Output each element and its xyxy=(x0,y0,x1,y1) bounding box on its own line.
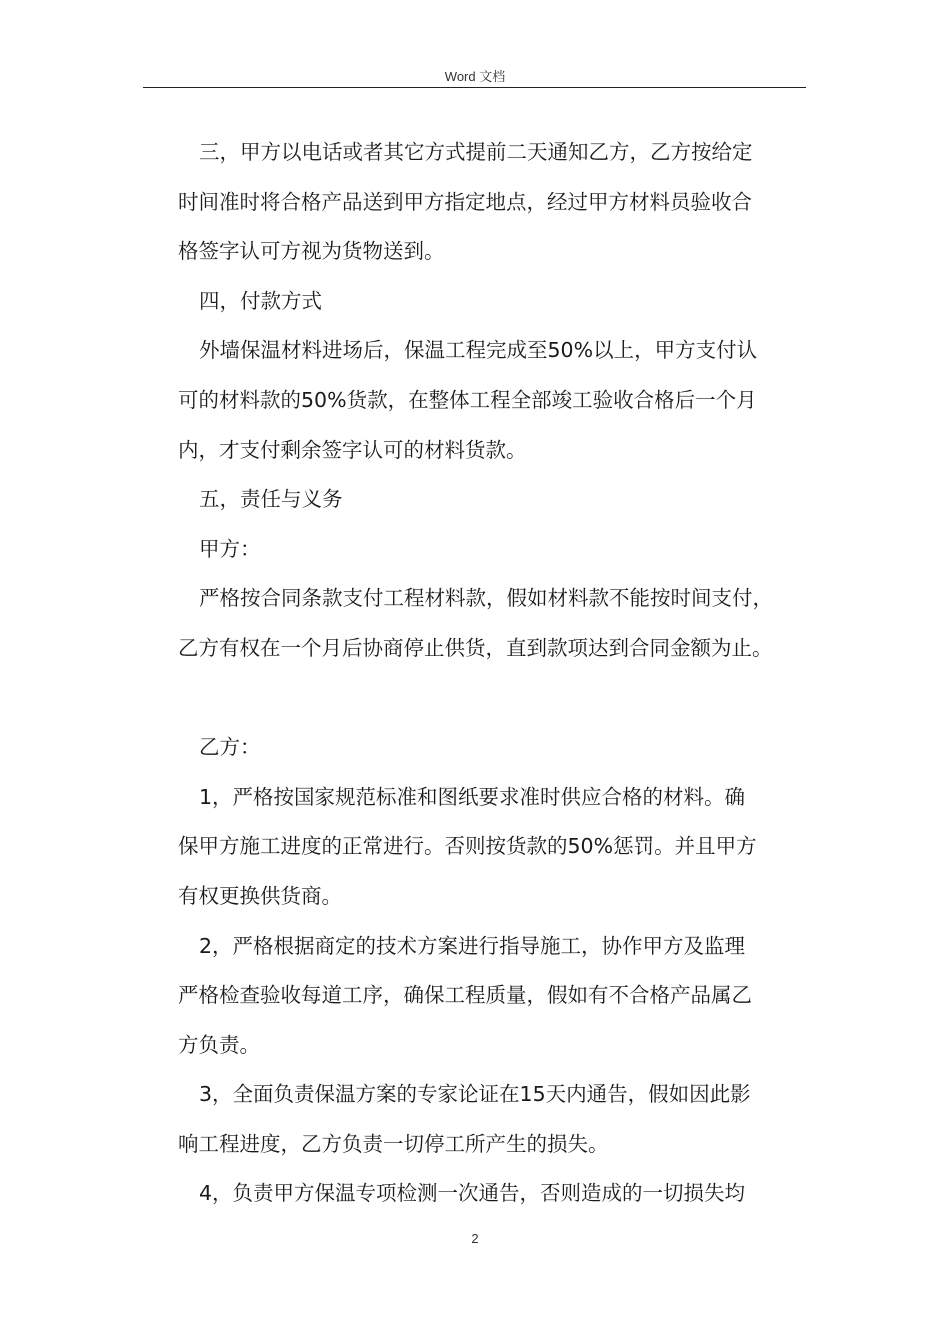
party-label: 甲方： xyxy=(199,536,261,561)
document-body xyxy=(178,128,818,1219)
paragraph-line: 1，严格按国家规范标准和图纸要求准时供应合格的材料。确 xyxy=(199,784,746,809)
paragraph-line: 三，甲方以电话或者其它方式提前二天通知乙方，乙方按给定 xyxy=(199,140,753,164)
paragraph-line: 外墙保温材料进场后，保温工程完成至50%以上，甲方支付认 xyxy=(199,338,758,363)
paragraph-line: 内，才支付剩余签字认可的材料货款。 xyxy=(178,437,527,462)
document-header: Word 文档 xyxy=(444,69,506,84)
paragraph-line: 响工程进度，乙方负责一切停工所产生的损失。 xyxy=(178,1131,609,1156)
header-divider xyxy=(143,87,806,88)
blank-line xyxy=(178,674,818,724)
section-heading: 四，付款方式 xyxy=(199,288,322,313)
paragraph-line: 4，负责甲方保温专项检测一次通告，否则造成的一切损失均 xyxy=(199,1181,746,1206)
paragraph-line: 格签字认可方视为货物送到。 xyxy=(178,239,445,264)
paragraph-line: 2，严格根据商定的技术方案进行指导施工，协作甲方及监理 xyxy=(199,933,746,958)
paragraph-line: 时间准时将合格产品送到甲方指定地点，经过甲方材料员验收合 xyxy=(178,189,752,214)
paragraph-line: 可的材料款的50%货款，在整体工程全部竣工验收合格后一个月 xyxy=(178,387,757,412)
paragraph-line: 有权更换供货商。 xyxy=(178,883,342,908)
paragraph-line: 严格按合同条款支付工程材料款，假如材料款不能按时间支付， xyxy=(199,586,773,611)
paragraph-line: 严格检查验收每道工序，确保工程质量，假如有不合格产品属乙 xyxy=(178,983,752,1008)
section-heading: 五，责任与义务 xyxy=(199,487,343,512)
paragraph-line: 方负责。 xyxy=(178,1032,260,1057)
page-number: 2 xyxy=(471,1231,479,1246)
paragraph-line: 保甲方施工进度的正常进行。否则按货款的50%惩罚。并且甲方 xyxy=(178,834,757,859)
paragraph-line: 乙方有权在一个月后协商停止供货，直到款项达到合同金额为止。 xyxy=(178,635,773,660)
paragraph-line: 3，全面负责保温方案的专家论证在15天内通告，假如因此影 xyxy=(199,1082,751,1107)
party-label: 乙方： xyxy=(199,735,261,760)
